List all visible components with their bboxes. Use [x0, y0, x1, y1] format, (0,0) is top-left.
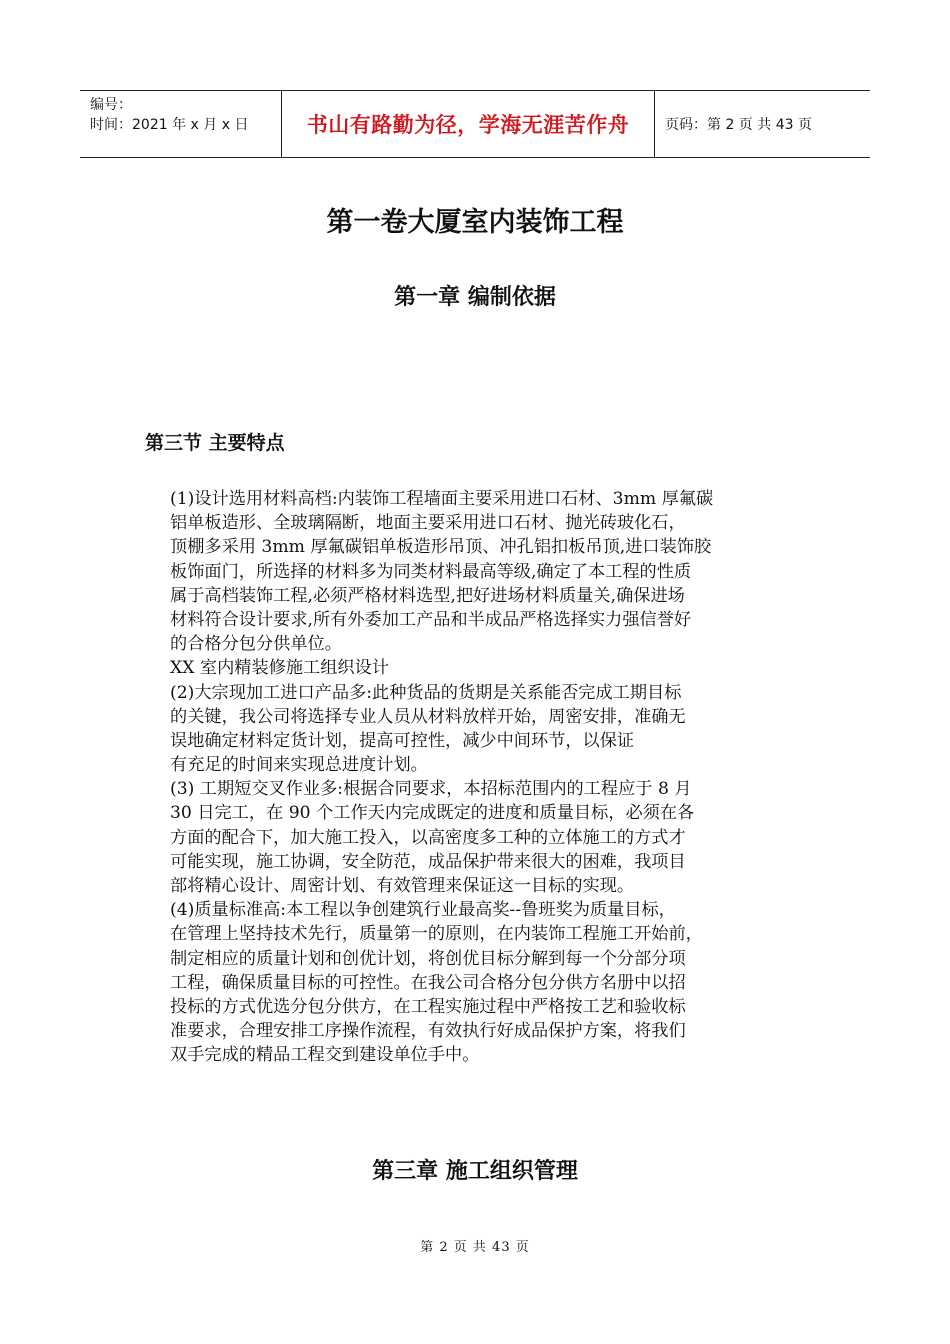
text-line: 板饰面门，所选择的材料多为同类材料最高等级,确定了本工程的性质: [170, 561, 692, 582]
text-line: (1)设计选用材料高档:内装饰工程墙面主要采用进口石材、3mm 厚氟碳: [170, 489, 714, 509]
text-line: 铝单板造形、全玻璃隔断，地面主要采用进口石材、抛光砖玻化石，: [170, 513, 686, 534]
text-line: 的合格分包分供单位。: [170, 634, 342, 655]
page-footer: 第 2 页 共 43 页: [420, 1240, 530, 1255]
text-line: 部将精心设计、周密计划、有效管理来保证这一目标的实现。: [170, 876, 635, 896]
header-page-cell: [655, 91, 870, 157]
section-title: 第三节 主要特点: [145, 432, 285, 454]
text-line: 投标的方式优选分包分供方，在工程实施过程中严格按工艺和验收标: [170, 996, 686, 1017]
text-line: 方面的配合下，加大施工投入，以高密度多工种的立体施工的方式才: [170, 827, 686, 848]
text-line: (4)质量标准高:本工程以争创建筑行业最高奖--鲁班奖为质量目标，: [170, 900, 676, 921]
header-motto-cell: [281, 91, 655, 157]
time-label: 时间：2021 年 x 月 x 日: [90, 117, 249, 133]
text-line: 材料符合设计要求,所有外委加工产品和半成品严格选择实力强信誉好: [170, 609, 692, 630]
text-line: (3) 工期短交叉作业多:根据合同要求，本招标范围内的工程应于 8 月: [170, 779, 692, 800]
text-line: 30 日完工，在 90 个工作天内完成既定的进度和质量目标，必须在各: [170, 803, 695, 824]
motto: 书山有路勤为径，学海无涯苦作舟: [306, 113, 630, 137]
text-line: (2)大宗现加工进口产品多:此种货品的货期是关系能否完成工期目标: [170, 682, 682, 703]
text-line: 制定相应的质量计划和创优计划，将创优目标分解到每一个分部分项: [170, 948, 686, 969]
text-line: 有充足的时间来实现总进度计划。: [170, 755, 428, 776]
text-line: 在管理上坚持技术先行，质量第一的原则，在内装饰工程施工开始前，: [170, 924, 703, 945]
text-line: 可能实现，施工协调，安全防范，成品保护带来很大的困难，我项目: [170, 851, 686, 872]
text-line: 误地确定材料定货计划，提高可控性，减少中间环节，以保证: [170, 730, 635, 751]
text-line: 双手完成的精品工程交到建设单位手中。: [170, 1045, 480, 1066]
text-line: 的关键，我公司将选择专业人员从材料放样开始，周密安排，准确无: [170, 706, 686, 727]
page-label: 页码：第 2 页 共 43 页: [665, 117, 812, 133]
text-line: 工程，确保质量目标的可控性。在我公司合格分包分供方名册中以招: [170, 972, 686, 993]
chapter3-title: 第三章 施工组织管理: [372, 1159, 578, 1184]
text-line: XX 室内精装修施工组织设计: [170, 658, 389, 679]
chapter1-title: 第一章 编制依据: [394, 285, 556, 310]
text-line: 顶棚多采用 3mm 厚氟碳铝单板造形吊顶、冲孔铝扣板吊顶,进口装饰胶: [170, 537, 712, 558]
page-header: [80, 90, 870, 158]
text-line: 属于高档装饰工程,必须严格材料选型,把好进场材料质量关,确保进场: [170, 585, 685, 606]
body-text: [170, 487, 810, 1068]
text-line: 准要求，合理安排工序操作流程，有效执行好成品保护方案，将我们: [170, 1021, 686, 1042]
volume-title: 第一卷大厦室内装饰工程: [326, 207, 624, 238]
header-meta: [80, 91, 281, 157]
number-label: 编号：: [90, 97, 132, 113]
